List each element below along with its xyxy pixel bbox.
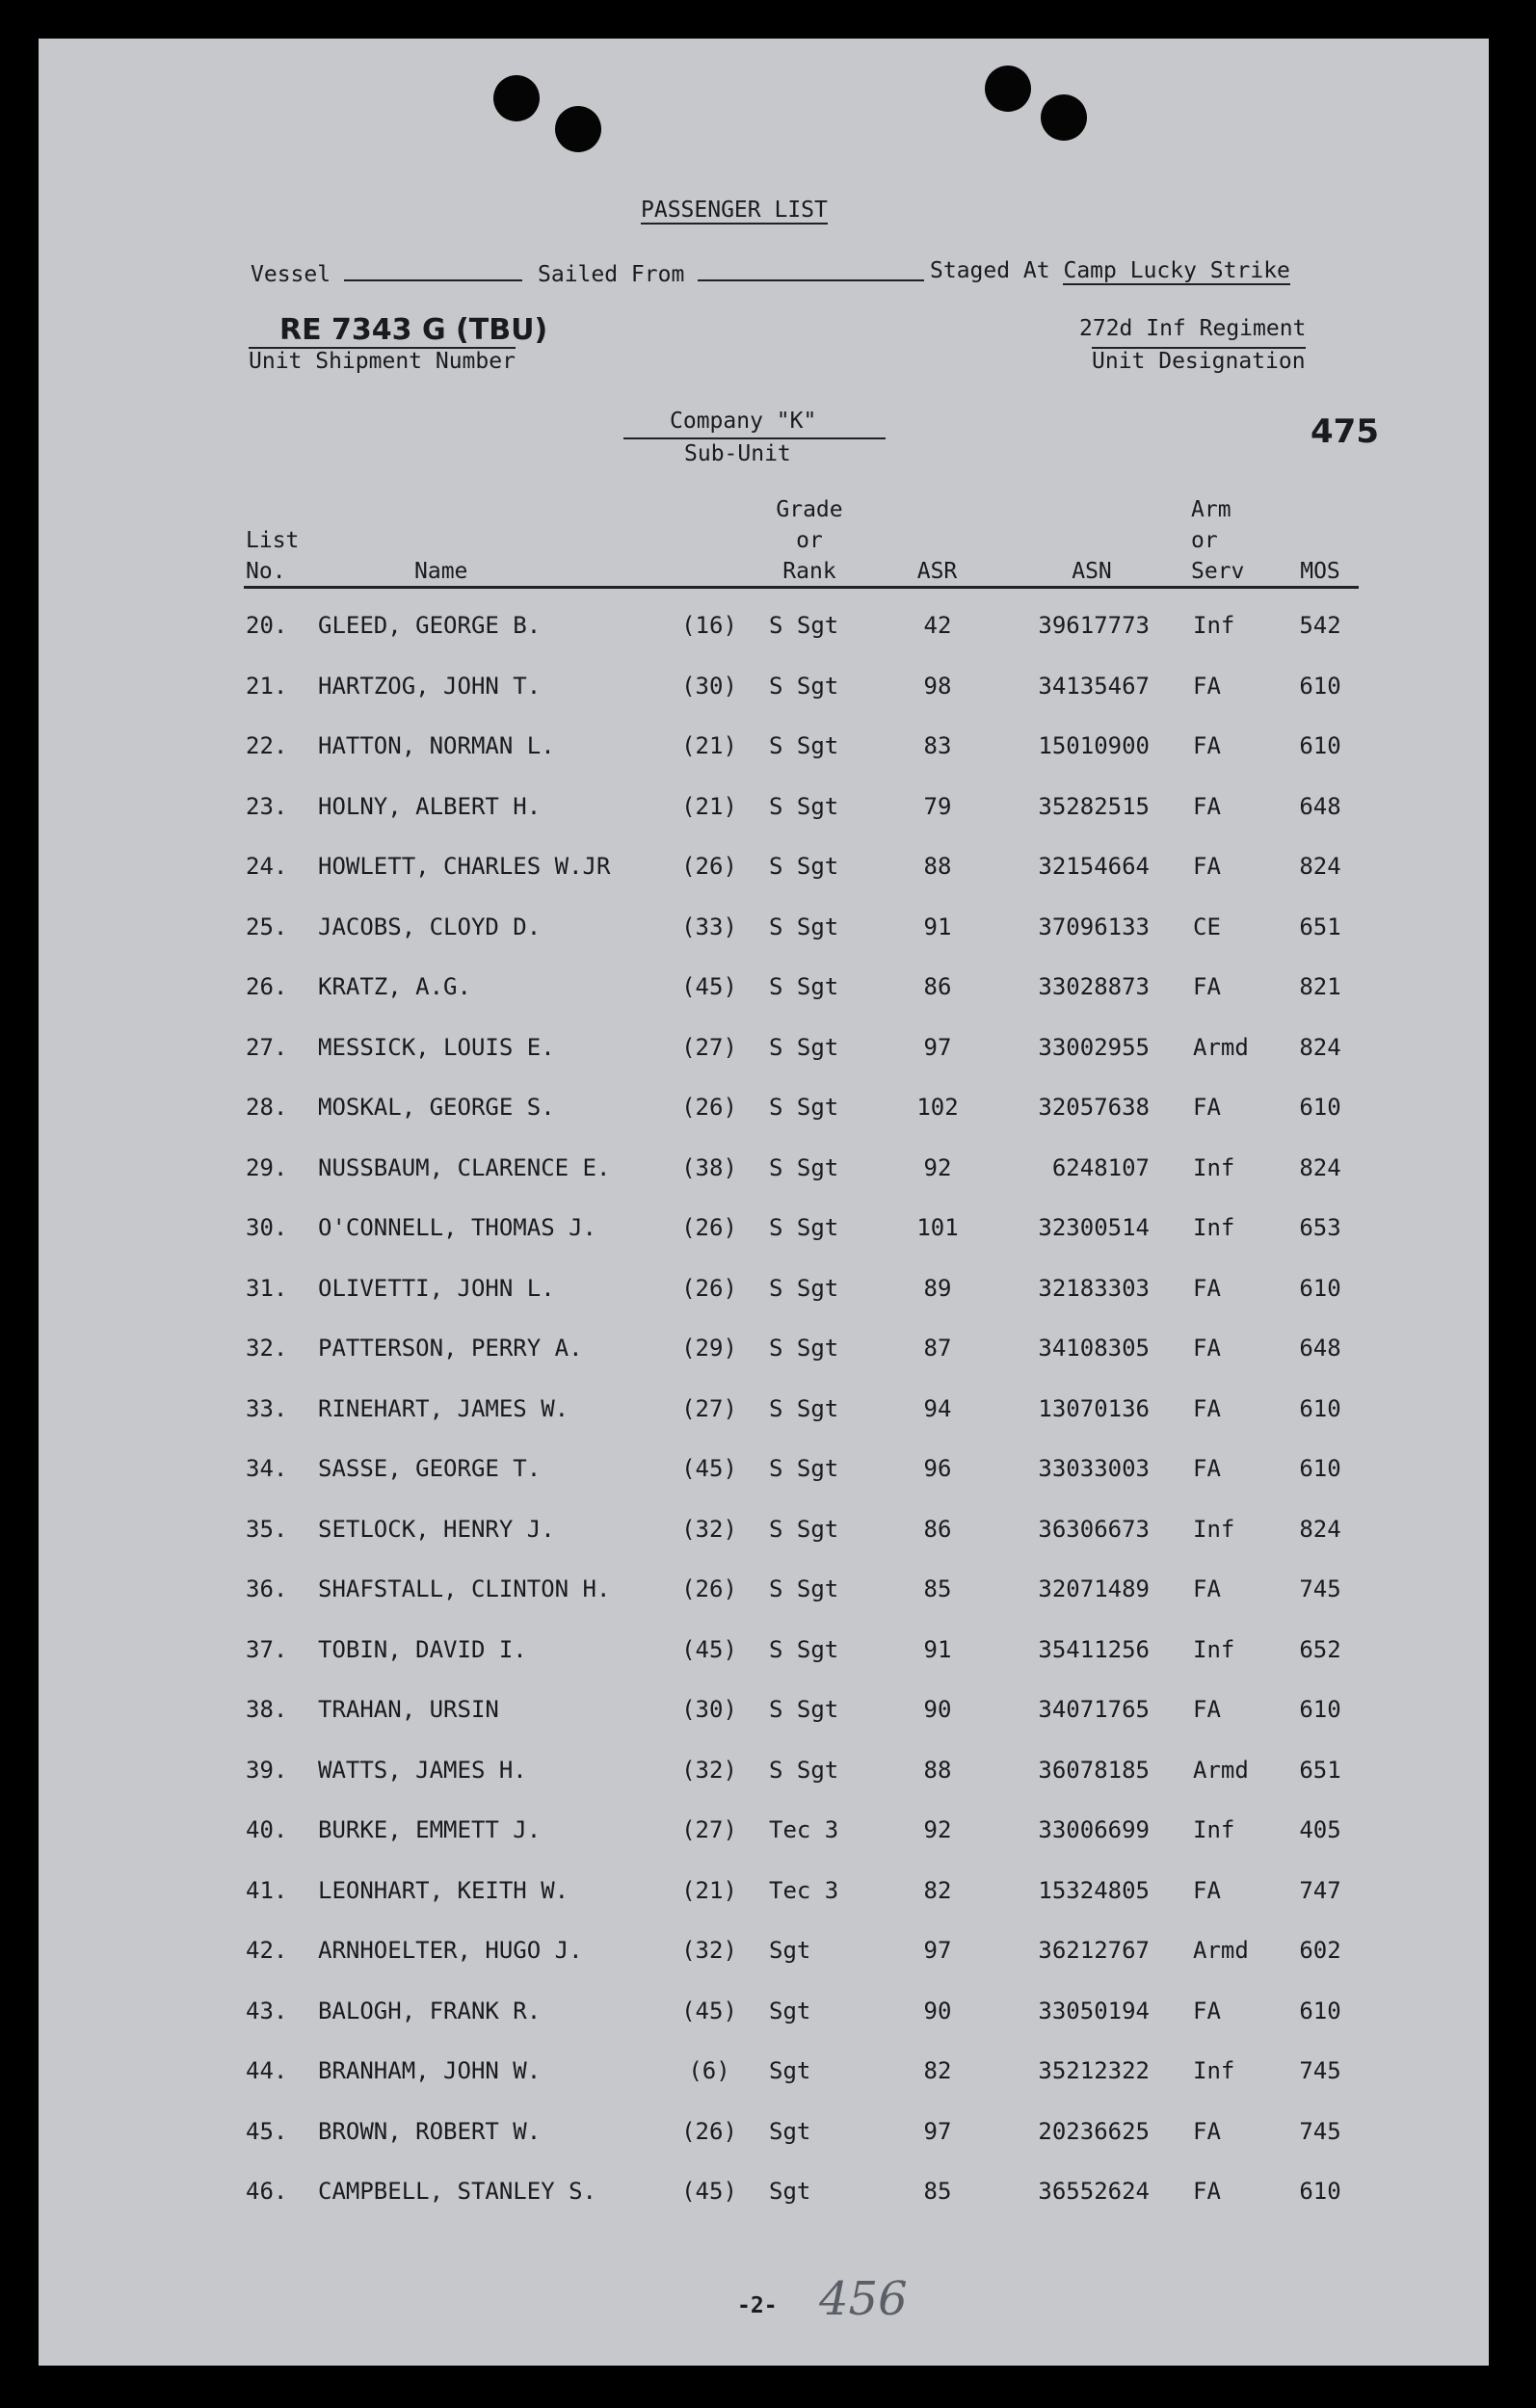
cell-grade: S Sgt (769, 1153, 839, 1181)
cell-grade: Sgt (769, 2117, 811, 2145)
cell-dependents: (30) (681, 672, 737, 700)
cell-arm-service: CE (1193, 913, 1221, 940)
cell-mos: 653 (1299, 1214, 1341, 1241)
cell-asr: 97 (923, 2117, 952, 2145)
cell-arm-service: Armd (1193, 1937, 1249, 1964)
table-row (39, 1154, 1489, 1193)
table-row (39, 1998, 1489, 2036)
cell-list-no: 37. (246, 1635, 288, 1663)
cell-name: KRATZ, A.G. (318, 973, 471, 1000)
cell-list-no: 43. (246, 1997, 288, 2024)
cell-grade: Tec 3 (769, 1816, 839, 1843)
cell-asn: 32300514 (1038, 1214, 1150, 1241)
cell-name: PATTERSON, PERRY A. (318, 1335, 583, 1362)
cell-mos: 610 (1299, 672, 1341, 700)
table-row (39, 973, 1489, 1012)
cell-grade: S Sgt (769, 853, 839, 880)
cell-grade: S Sgt (769, 1515, 839, 1543)
col-head-grade-line: or (796, 528, 823, 553)
cell-asn: 32057638 (1038, 1094, 1150, 1121)
col-head-arm (1191, 494, 1258, 587)
col-head-list-no-line: List (246, 528, 300, 553)
cell-grade: Sgt (769, 2057, 811, 2084)
cell-asr: 101 (916, 1214, 959, 1241)
table-row (39, 1094, 1489, 1132)
cell-asr: 85 (923, 1575, 952, 1602)
cell-grade: S Sgt (769, 1335, 839, 1362)
cell-list-no: 28. (246, 1094, 288, 1121)
cell-mos: 745 (1299, 1575, 1341, 1602)
cell-grade: S Sgt (769, 913, 839, 940)
table-row (39, 2057, 1489, 2096)
sub-unit: Company "K" (670, 409, 817, 434)
cell-list-no: 39. (246, 1756, 288, 1784)
cell-asn: 36552624 (1038, 2178, 1150, 2205)
cell-mos: 610 (1299, 1696, 1341, 1723)
table-row (39, 1696, 1489, 1734)
cell-mos: 610 (1299, 1997, 1341, 2024)
cell-arm-service: FA (1193, 672, 1221, 700)
cell-arm-service: Armd (1193, 1756, 1249, 1784)
cell-arm-service: FA (1193, 1876, 1221, 1904)
cell-dependents: (26) (681, 2117, 737, 2145)
table-row (39, 2178, 1489, 2216)
cell-mos: 747 (1299, 1876, 1341, 1904)
cell-name: O'CONNELL, THOMAS J. (318, 1214, 596, 1241)
cell-mos: 610 (1299, 1274, 1341, 1302)
table-row (39, 1877, 1489, 1916)
cell-mos: 610 (1299, 1394, 1341, 1422)
cell-mos: 824 (1299, 853, 1341, 880)
cell-dependents: (30) (681, 1696, 737, 1723)
cell-asr: 97 (923, 1937, 952, 1964)
col-head-asr: ASR (916, 559, 958, 584)
cell-asn: 15324805 (1038, 1876, 1150, 1904)
cell-list-no: 41. (246, 1876, 288, 1904)
cell-asr: 82 (923, 2057, 952, 2084)
cell-asn: 37096133 (1038, 913, 1150, 940)
cell-name: MOSKAL, GEORGE S. (318, 1094, 555, 1121)
cell-name: HOLNY, ALBERT H. (318, 792, 542, 820)
cell-asr: 86 (923, 1515, 952, 1543)
cell-name: BURKE, EMMETT J. (318, 1816, 542, 1843)
table-row (39, 732, 1489, 771)
cell-name: BROWN, ROBERT W. (318, 2117, 542, 2145)
sub-unit-label: Sub-Unit (684, 441, 791, 466)
cell-asn: 33002955 (1038, 1033, 1150, 1061)
cell-arm-service: FA (1193, 2117, 1221, 2145)
unit-shipment-number: RE 7343 G (TBU) (279, 313, 548, 347)
cell-grade: S Sgt (769, 1575, 839, 1602)
cell-asr: 85 (923, 2178, 952, 2205)
cell-asr: 94 (923, 1394, 952, 1422)
cell-mos: 824 (1299, 1515, 1341, 1543)
cell-asn: 34071765 (1038, 1696, 1150, 1723)
cell-grade: S Sgt (769, 1756, 839, 1784)
cell-asn: 36306673 (1038, 1515, 1150, 1543)
table-row (39, 913, 1489, 952)
cell-arm-service: Inf (1193, 2057, 1235, 2084)
cell-name: SETLOCK, HENRY J. (318, 1515, 555, 1543)
cell-arm-service: Inf (1193, 612, 1235, 639)
cell-name: HOWLETT, CHARLES W.JR (318, 853, 611, 880)
col-head-arm-line: or (1191, 528, 1218, 553)
cell-dependents: (26) (681, 1575, 737, 1602)
cell-asn: 36212767 (1038, 1937, 1150, 1964)
cell-name: RINEHART, JAMES W. (318, 1394, 569, 1422)
table-row (39, 853, 1489, 891)
cell-list-no: 31. (246, 1274, 288, 1302)
cell-dependents: (32) (681, 1515, 737, 1543)
cell-arm-service: Inf (1193, 1635, 1235, 1663)
cell-name: BALOGH, FRANK R. (318, 1997, 542, 2024)
cell-name: TRAHAN, URSIN (318, 1696, 499, 1723)
cell-dependents: (45) (681, 973, 737, 1000)
cell-asn: 36078185 (1038, 1756, 1150, 1784)
cell-grade: Tec 3 (769, 1876, 839, 1904)
cell-grade: S Sgt (769, 612, 839, 639)
cell-asn: 33028873 (1038, 973, 1150, 1000)
cell-name: WATTS, JAMES H. (318, 1756, 527, 1784)
cell-name: SASSE, GEORGE T. (318, 1455, 542, 1482)
cell-asn: 32154664 (1038, 853, 1150, 880)
cell-arm-service: FA (1193, 2178, 1221, 2205)
cell-list-no: 21. (246, 672, 288, 700)
col-head-grade-line: Rank (782, 559, 836, 584)
cell-arm-service: FA (1193, 792, 1221, 820)
sub-unit-rule (623, 437, 886, 439)
unit-designation-label: Unit Designation (1092, 349, 1306, 374)
table-row (39, 1275, 1489, 1313)
table-row (39, 1937, 1489, 1975)
col-head-grade-line: Grade (776, 497, 843, 522)
cell-dependents: (45) (681, 1635, 737, 1663)
cell-dependents: (45) (681, 1455, 737, 1482)
col-head-mos: MOS (1300, 559, 1340, 584)
cell-asr: 42 (923, 612, 952, 639)
cell-name: GLEED, GEORGE B. (318, 612, 542, 639)
table-row (39, 1816, 1489, 1855)
cell-asr: 90 (923, 1997, 952, 2024)
cell-dependents: (26) (681, 1094, 737, 1121)
cell-asn: 15010900 (1038, 732, 1150, 759)
cell-mos: 405 (1299, 1816, 1341, 1843)
cell-arm-service: Inf (1193, 1153, 1235, 1181)
cell-asn: 35212322 (1038, 2057, 1150, 2084)
cell-asr: 102 (916, 1094, 959, 1121)
cell-asr: 89 (923, 1274, 952, 1302)
cell-mos: 610 (1299, 732, 1341, 759)
cell-dependents: (26) (681, 853, 737, 880)
cell-name: ARNHOELTER, HUGO J. (318, 1937, 583, 1964)
cell-arm-service: FA (1193, 732, 1221, 759)
cell-list-no: 24. (246, 853, 288, 880)
cell-asr: 88 (923, 853, 952, 880)
punch-hole (493, 75, 540, 121)
cell-grade: S Sgt (769, 1455, 839, 1482)
cell-mos: 610 (1299, 2178, 1341, 2205)
table-row (39, 1395, 1489, 1434)
cell-asr: 92 (923, 1816, 952, 1843)
page-number: -2- (737, 2293, 778, 2318)
cell-asn: 39617773 (1038, 612, 1150, 639)
cell-grade: Sgt (769, 2178, 811, 2205)
cell-dependents: (26) (681, 1214, 737, 1241)
cell-grade: S Sgt (769, 1094, 839, 1121)
cell-dependents: (32) (681, 1937, 737, 1964)
cell-list-no: 33. (246, 1394, 288, 1422)
cell-list-no: 25. (246, 913, 288, 940)
cell-arm-service: FA (1193, 853, 1221, 880)
cell-list-no: 38. (246, 1696, 288, 1723)
table-row (39, 612, 1489, 650)
cell-list-no: 23. (246, 792, 288, 820)
page-stamp: 475 (1311, 412, 1379, 451)
staged-at-field (930, 258, 1290, 283)
cell-list-no: 32. (246, 1335, 288, 1362)
cell-grade: S Sgt (769, 1394, 839, 1422)
cell-asn: 35411256 (1038, 1635, 1150, 1663)
punch-hole (985, 66, 1031, 112)
table-row (39, 793, 1489, 832)
cell-dependents: (16) (681, 612, 737, 639)
cell-arm-service: FA (1193, 973, 1221, 1000)
cell-mos: 648 (1299, 1335, 1341, 1362)
cell-name: CAMPBELL, STANLEY S. (318, 2178, 596, 2205)
cell-list-no: 30. (246, 1214, 288, 1241)
table-row (39, 1335, 1489, 1373)
table-row (39, 1034, 1489, 1072)
cell-asr: 91 (923, 1635, 952, 1663)
cell-grade: S Sgt (769, 973, 839, 1000)
cell-dependents: (21) (681, 732, 737, 759)
cell-asn: 6248107 (1051, 1153, 1150, 1181)
cell-arm-service: FA (1193, 1455, 1221, 1482)
staged-at-value: Camp Lucky Strike (1063, 258, 1290, 283)
cell-mos: 824 (1299, 1153, 1341, 1181)
cell-arm-service: Inf (1193, 1515, 1235, 1543)
cell-asr: 91 (923, 913, 952, 940)
cell-dependents: (21) (681, 792, 737, 820)
cell-mos: 652 (1299, 1635, 1341, 1663)
cell-mos: 610 (1299, 1094, 1341, 1121)
cell-list-no: 44. (246, 2057, 288, 2084)
cell-mos: 745 (1299, 2057, 1341, 2084)
document-title: PASSENGER LIST (641, 198, 828, 223)
col-head-arm-line: Serv (1191, 559, 1245, 584)
cell-mos: 542 (1299, 612, 1341, 639)
header-rule (244, 586, 1359, 589)
table-row (39, 2118, 1489, 2157)
cell-asr: 92 (923, 1153, 952, 1181)
cell-list-no: 22. (246, 732, 288, 759)
cell-asr: 87 (923, 1335, 952, 1362)
cell-grade: S Sgt (769, 1214, 839, 1241)
cell-dependents: (27) (681, 1394, 737, 1422)
cell-list-no: 36. (246, 1575, 288, 1602)
table-row (39, 1757, 1489, 1795)
cell-name: NUSSBAUM, CLARENCE E. (318, 1153, 611, 1181)
cell-grade: S Sgt (769, 792, 839, 820)
cell-mos: 648 (1299, 792, 1341, 820)
cell-mos: 651 (1299, 913, 1341, 940)
cell-name: TOBIN, DAVID I. (318, 1635, 527, 1663)
table-row (39, 673, 1489, 711)
cell-dependents: (26) (681, 1274, 737, 1302)
unit-designation: 272d Inf Regiment (1079, 316, 1307, 341)
cell-asr: 90 (923, 1696, 952, 1723)
vessel-label: Vessel (251, 262, 331, 287)
cell-grade: Sgt (769, 1997, 811, 2024)
cell-grade: S Sgt (769, 1033, 839, 1061)
cell-name: HATTON, NORMAN L. (318, 732, 555, 759)
cell-arm-service: Armd (1193, 1033, 1249, 1061)
cell-asn: 34108305 (1038, 1335, 1150, 1362)
cell-name: HARTZOG, JOHN T. (318, 672, 542, 700)
table-row (39, 1455, 1489, 1494)
table-row (39, 1636, 1489, 1675)
col-head-arm-line: Arm (1191, 497, 1231, 522)
cell-asr: 88 (923, 1756, 952, 1784)
cell-asr: 79 (923, 792, 952, 820)
vessel-field (251, 258, 522, 287)
cell-asr: 86 (923, 973, 952, 1000)
cell-grade: Sgt (769, 1937, 811, 1964)
sailed-from-label: Sailed From (538, 262, 685, 287)
col-head-list-no (246, 525, 299, 587)
cell-asn: 32071489 (1038, 1575, 1150, 1602)
cell-grade: S Sgt (769, 672, 839, 700)
cell-name: JACOBS, CLOYD D. (318, 913, 542, 940)
cell-grade: S Sgt (769, 1635, 839, 1663)
cell-asr: 83 (923, 732, 952, 759)
cell-dependents: (38) (681, 1153, 737, 1181)
punch-hole (555, 106, 601, 152)
cell-mos: 745 (1299, 2117, 1341, 2145)
cell-dependents: (21) (681, 1876, 737, 1904)
cell-name: BRANHAM, JOHN W. (318, 2057, 542, 2084)
table-row (39, 1516, 1489, 1554)
cell-arm-service: FA (1193, 1394, 1221, 1422)
sailed-from-blank (698, 258, 924, 281)
cell-list-no: 42. (246, 1937, 288, 1964)
cell-mos: 651 (1299, 1756, 1341, 1784)
cell-asr: 98 (923, 672, 952, 700)
cell-dependents: (29) (681, 1335, 737, 1362)
cell-asn: 33006699 (1038, 1816, 1150, 1843)
cell-name: SHAFSTALL, CLINTON H. (318, 1575, 611, 1602)
col-head-asn: ASN (1072, 559, 1112, 584)
col-head-name: Name (414, 559, 468, 584)
cell-dependents: (32) (681, 1756, 737, 1784)
cell-asn: 13070136 (1038, 1394, 1150, 1422)
cell-arm-service: FA (1193, 1997, 1221, 2024)
cell-dependents: (33) (681, 913, 737, 940)
cell-arm-service: FA (1193, 1575, 1221, 1602)
cell-grade: S Sgt (769, 732, 839, 759)
cell-asn: 34135467 (1038, 672, 1150, 700)
cell-asr: 82 (923, 1876, 952, 1904)
cell-dependents: (27) (681, 1033, 737, 1061)
table-row (39, 1575, 1489, 1614)
cell-list-no: 45. (246, 2117, 288, 2145)
unit-shipment-number-label: Unit Shipment Number (249, 349, 516, 374)
cell-asn: 20236625 (1038, 2117, 1150, 2145)
cell-grade: S Sgt (769, 1696, 839, 1723)
cell-arm-service: FA (1193, 1094, 1221, 1121)
cell-grade: S Sgt (769, 1274, 839, 1302)
cell-name: LEONHART, KEITH W. (318, 1876, 569, 1904)
col-head-grade (766, 494, 853, 587)
cell-mos: 610 (1299, 1455, 1341, 1482)
staged-at-label: Staged At (930, 258, 1050, 283)
cell-asr: 97 (923, 1033, 952, 1061)
cell-arm-service: Inf (1193, 1816, 1235, 1843)
cell-asn: 32183303 (1038, 1274, 1150, 1302)
sailed-from-field (538, 258, 924, 287)
cell-asn: 33050194 (1038, 1997, 1150, 2024)
cell-arm-service: FA (1193, 1696, 1221, 1723)
cell-arm-service: FA (1193, 1274, 1221, 1302)
cell-mos: 824 (1299, 1033, 1341, 1061)
cell-name: MESSICK, LOUIS E. (318, 1033, 555, 1061)
punch-hole (1041, 94, 1087, 141)
vessel-blank (344, 258, 522, 281)
cell-list-no: 46. (246, 2178, 288, 2205)
cell-asn: 33033003 (1038, 1455, 1150, 1482)
cell-list-no: 27. (246, 1033, 288, 1061)
cell-name: OLIVETTI, JOHN L. (318, 1274, 555, 1302)
cell-asn: 35282515 (1038, 792, 1150, 820)
cell-arm-service: FA (1193, 1335, 1221, 1362)
table-row (39, 1214, 1489, 1253)
cell-arm-service: Inf (1193, 1214, 1235, 1241)
cell-mos: 821 (1299, 973, 1341, 1000)
col-head-list-no-line: No. (246, 559, 286, 584)
cell-list-no: 29. (246, 1153, 288, 1181)
cell-list-no: 20. (246, 612, 288, 639)
cell-list-no: 40. (246, 1816, 288, 1843)
cell-list-no: 34. (246, 1455, 288, 1482)
cell-dependents: (45) (681, 2178, 737, 2205)
handwritten-number: 456 (819, 2272, 908, 2326)
cell-dependents: (45) (681, 1997, 737, 2024)
cell-dependents: (6) (688, 2057, 730, 2084)
cell-list-no: 35. (246, 1515, 288, 1543)
cell-asr: 96 (923, 1455, 952, 1482)
cell-mos: 602 (1299, 1937, 1341, 1964)
document-page (39, 39, 1489, 2366)
cell-list-no: 26. (246, 973, 288, 1000)
cell-dependents: (27) (681, 1816, 737, 1843)
